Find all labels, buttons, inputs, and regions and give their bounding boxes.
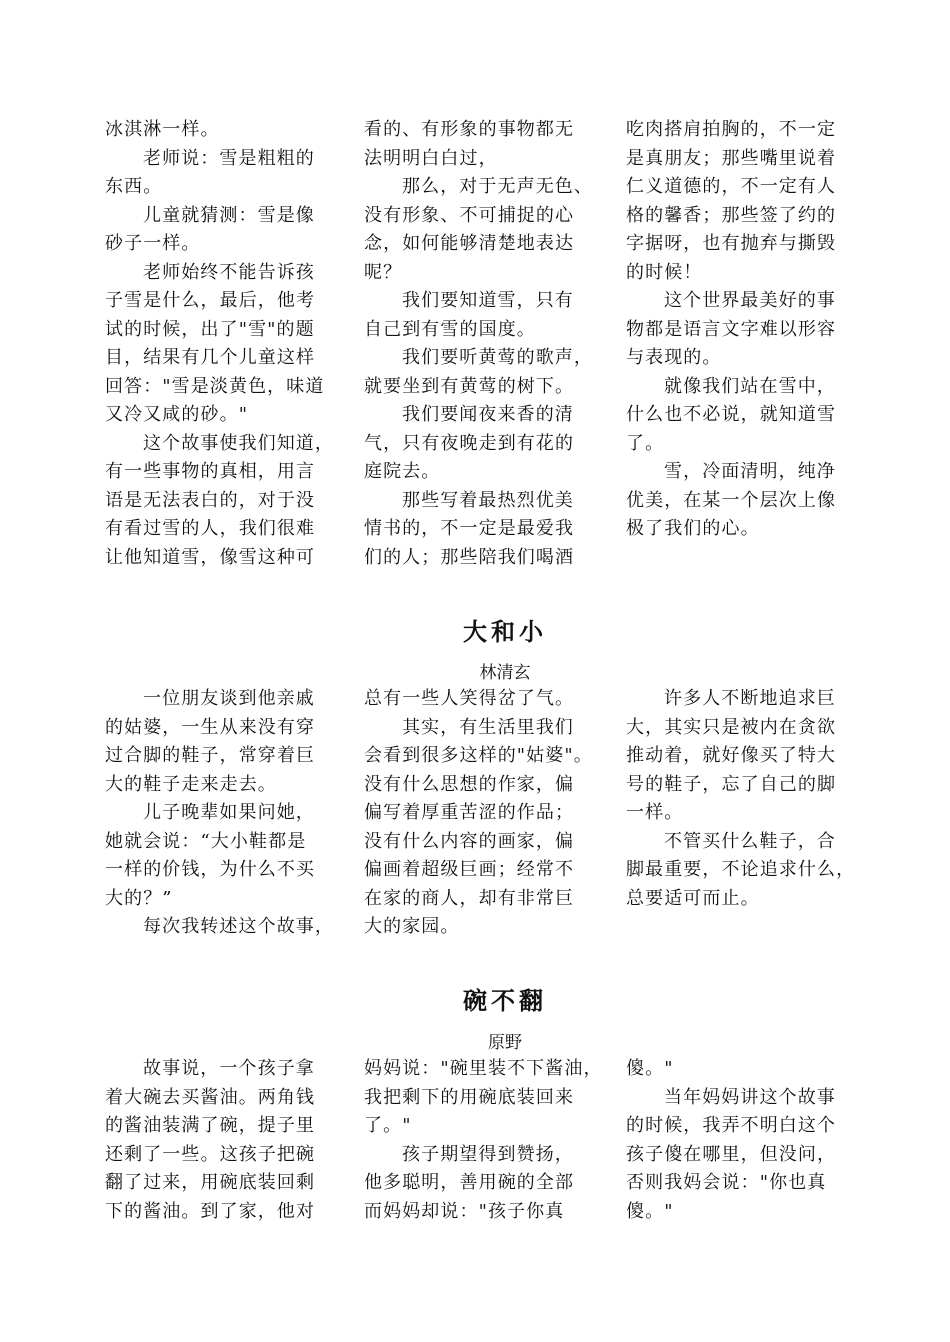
text-line: 是真朋友；那些嘴里说着 [626,147,837,169]
text-line: 傻。" [626,1058,674,1079]
text-line: 回答："雪是淡黄色，味道 [105,375,325,397]
text-line: 偏写着厚重苦涩的作品； [364,802,575,823]
article-author: 原野 [488,1033,522,1053]
text-line: 法明明白白过， [364,147,498,169]
text-line: 其实，有生活里我们 [402,716,574,738]
text-line: 大的鞋子走来走去。 [105,773,277,795]
text-line: 那么，对于无声无色、 [402,176,593,197]
text-line: 总要适可而止。 [626,887,760,909]
text-line: 念，如何能够清楚地表达 [364,233,575,254]
text-line: 着大碗去买酱油。两角钱 [105,1086,316,1108]
text-column-1 [105,1055,350,1226]
text-line: 这个世界最美好的事 [664,290,836,311]
text-line: 那些写着最热烈优美 [402,489,574,511]
text-line: 的时候！ [626,261,703,283]
text-line: 没有形象、不可捕捉的心 [364,204,575,226]
text-column-2 [364,1055,609,1226]
text-column-3 [626,1055,871,1226]
text-line: 号的鞋子，忘了自己的脚 [626,773,837,795]
text-line: 就要坐到有黄莺的树下。 [364,375,575,397]
text-line: 许多人不断地追求巨 [664,688,836,709]
text-line: 们的人；那些陪我们喝酒 [364,546,575,568]
text-line: 儿子晚辈如果问她， [143,802,315,823]
text-line: 与表现的。 [626,347,722,368]
text-line: 试的时候，出了"雪"的题 [105,318,315,340]
text-line: 仁义道德的，不一定有人 [626,176,837,197]
text-line: 儿童就猜测：雪是像 [143,204,315,226]
text-line: 情书的，不一定是最爱我 [364,518,575,539]
text-line: 没有什么思想的作家，偏 [364,773,575,795]
text-line: 一位朋友谈到他亲戚 [143,688,315,709]
text-column-1 [105,685,350,942]
text-line: 我们要听黄莺的歌声， [402,347,593,368]
text-line: 当年妈妈讲这个故事 [664,1086,836,1108]
text-line: 砂子一样。 [105,233,201,254]
text-line: 还剩了一些。这孩子把碗 [105,1143,316,1165]
text-line: 了。 [626,432,665,454]
text-line: 不管买什么鞋子，合 [664,830,836,852]
text-line: 看的、有形象的事物都无 [364,119,575,140]
text-line: 总有一些人笑得岔了气。 [364,688,575,709]
text-line: 我把剩下的用碗底装回来 [364,1086,575,1108]
text-line: 我们要闻夜来香的清 [402,404,574,425]
text-line: 庭院去。 [364,461,441,482]
text-line: 语是无法表白的，对于没 [105,489,316,511]
text-line: 故事说，一个孩子拿 [143,1058,315,1079]
text-line: 在家的商人，却有非常巨 [364,887,575,909]
text-line: 呢？ [364,261,403,283]
text-line: 否则我妈会说："你也真 [626,1172,827,1193]
text-line: 什么也不必说，就知道雪 [626,404,837,425]
text-line: 没有什么内容的画家，偏 [364,830,575,852]
text-column-1 [105,116,350,572]
text-line: 每次我转述这个故事， [143,916,334,937]
text-line: 脚最重要，不论追求什么， [626,859,856,880]
text-line: 偏画着超级巨画；经常不 [364,859,575,880]
text-line: 目，结果有几个儿童这样 [105,347,316,368]
text-line: 有看过雪的人，我们很难 [105,518,316,539]
text-line: 字据呀，也有抛弃与撕毁 [626,233,837,254]
text-line: 格的馨香；那些签了约的 [626,204,837,226]
text-line: 我们要知道雪，只有 [402,290,574,311]
text-line: 又冷又咸的砂。" [105,404,249,425]
text-line: 过合脚的鞋子，常穿着巨 [105,745,316,766]
text-line: 老师始终不能告诉孩 [143,261,315,283]
text-line: 大的家园。 [364,916,460,937]
text-line: 的姑婆，一生从来没有穿 [105,716,316,738]
text-line: 优美，在某一个层次上像 [626,489,837,511]
text-column-3 [626,685,871,913]
text-line: 大，其实只是被内在贪欲 [626,716,837,738]
text-line: 一样的价钱，为什么不买 [105,859,316,880]
text-line: 会看到很多这样的"姑婆"。 [364,745,593,766]
text-line: 吃肉搭肩拍胸的，不一定 [626,119,837,140]
text-line: 一样。 [626,802,684,823]
article-title: 大和小 [463,617,547,646]
text-line: 翻了过来，用碗底装回剩 [105,1172,316,1193]
text-line: 雪，冷面清明，纯净 [664,461,836,482]
text-line: 物都是语言文字难以形容 [626,318,837,340]
text-line: 让他知道雪，像雪这种可 [105,546,316,568]
text-column-2 [364,116,609,572]
text-line: 而妈妈却说："孩子你真 [364,1200,565,1222]
text-line: 冰淇淋一样。 [105,119,220,140]
text-line: 孩子傻在哪里，但没问， [626,1143,837,1165]
text-line: 自己到有雪的国度。 [364,318,536,340]
text-line: 了。" [364,1115,412,1136]
text-line: 子雪是什么，最后，他考 [105,290,316,311]
text-line: 有一些事物的真相，用言 [105,461,316,482]
text-line: 妈妈说："碗里装不下酱油， [364,1058,603,1079]
text-line: 她就会说：“大小鞋都是 [105,830,307,852]
text-line: 的酱油装满了碗，提子里 [105,1115,316,1136]
text-column-3 [626,116,871,544]
text-line: 老师说：雪是粗粗的 [143,147,315,169]
text-line: 傻。" [626,1200,674,1222]
text-line: 的时候，我弄不明白这个 [626,1115,837,1136]
text-line: 孩子期望得到赞扬， [402,1143,574,1165]
text-line: 大的？” [105,887,173,909]
text-line: 气，只有夜晚走到有花的 [364,432,575,454]
text-line: 下的酱油。到了家，他对 [105,1200,316,1222]
article-author: 林清玄 [479,663,531,683]
text-line: 这个故事使我们知道， [143,432,334,454]
text-line: 他多聪明，善用碗的全部 [364,1172,575,1193]
text-line: 极了我们的心。 [626,518,760,539]
text-line: 就像我们站在雪中， [664,375,836,397]
text-line: 推动着，就好像买了特大 [626,745,837,766]
text-column-2 [364,685,609,942]
text-line: 东西。 [105,176,163,197]
article-title: 碗不翻 [463,986,547,1015]
